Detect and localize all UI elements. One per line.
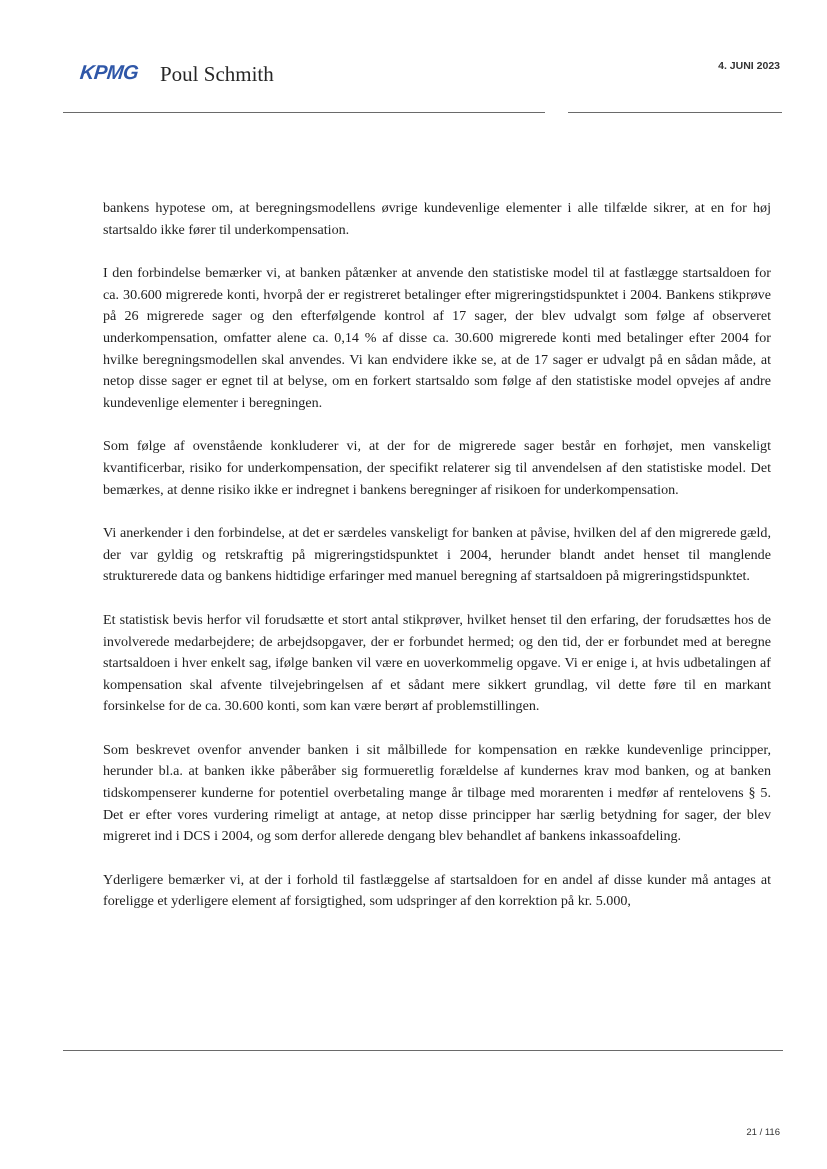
document-body	[103, 198, 771, 935]
page-header	[0, 0, 827, 120]
paragraph: Yderligere bemærker vi, at der i forhold til fastlæggelse af startsaldoen for en andel af disse kunder må antages at foreligge et yderligere element af forsigtighed, som udspringer af den korrektion på kr. 5.000,	[103, 871, 771, 910]
document-date: 4. JUNI 2023	[718, 60, 780, 72]
kpmg-logo: KPMG	[78, 62, 140, 84]
paragraph: Som beskrevet ovenfor anvender banken i sit målbillede for kompensation en række kundevenlige principper, herunder bl.a. at banken ikke påberåber sig formueretlig forældelse af kundernes krav mod banken, og at banken tidskompenserer kunderne for potentiel overbetaling mange år tilbage med morarenten i medfør af rentelovens § 5. Det er efter vores vurdering rimeligt at antage, at netop disse principper har særlig betydning for sager, der blev migreret ind i DCS i 2004, og som derfor allerede dengang blev behandlet af bankens inkassoafdeling.	[103, 741, 771, 845]
header-divider-left	[63, 112, 545, 113]
header-divider-right	[568, 112, 782, 113]
footer-divider	[63, 1050, 783, 1051]
paragraph: Som følge af ovenstående konkluderer vi, at der for de migrerede sager består en forhøjet, men vanskeligt kvantificerbar, risiko for underkompensation, der specifikt relaterer sig til anvendelsen af den statistiske model. Det bemærkes, at denne risiko ikke er indregnet i bankens beregninger af risikoen for underkompensation.	[103, 438, 771, 498]
firm-name: Poul Schmith	[160, 62, 274, 86]
page-number: 21 / 116	[746, 1127, 780, 1138]
paragraph: I den forbindelse bemærker vi, at banken påtænker at anvende den statistiske model til at fastlægge startsaldoen for ca. 30.600 migrerede konti, hvorpå der er registreret betalinger efter migreringstidspunktet i 2004. Bankens stikprøve på 26 migrerede sager og den efterfølgende kontrol af 17 sager, der blev udvalgt som følge af observeret underkompensation, omfatter alene ca. 0,14 % af disse ca. 30.600 migrerede konti med betalinger efter 2004 for hvilke beregningsmodellen skal anvendes. Vi kan endvidere ikke se, at de 17 sager er udvalgt på en sådan måde, at netop disse sager er egnet til at belyse, om en forkert startsaldo som følge af den statistiske model opvejes af andre kundevenlige elementer i beregningen.	[103, 265, 771, 411]
paragraph: Et statistisk bevis herfor vil forudsætte et stort antal stikprøver, hvilket henset til den erfaring, der forudsættes hos de involverede medarbejdere; de arbejdsopgaver, der er forbundet hermed; og den tid, der er forbundet med at beregne startsaldoen i hver enkelt sag, ifølge banken vil være en uoverkommelig opgave. Vi er enige i, at hvis udbetalingen af kompensation skal afvente tilvejebringelsen af et sådant mere sikkert grundlag, vil dette føre til en markant forsinkelse for de ca. 30.600 konti, som kan være berørt af problemstillingen.	[103, 611, 771, 715]
paragraph: Vi anerkender i den forbindelse, at det er særdeles vanskeligt for banken at påvise, hvilken del af den migrerede gæld, der var gyldig og retskraftig på migreringstidspunktet i 2004, herunder blandt andet henset til manglende strukturerede data og bankens hidtidige erfaringer med manuel beregning af startsaldoen på migreringstidspunktet.	[103, 525, 771, 585]
paragraph: bankens hypotese om, at beregningsmodellens øvrige kundevenlige elementer i alle tilfælde sikrer, at en for høj startsaldo ikke fører til underkompensation.	[103, 200, 771, 238]
